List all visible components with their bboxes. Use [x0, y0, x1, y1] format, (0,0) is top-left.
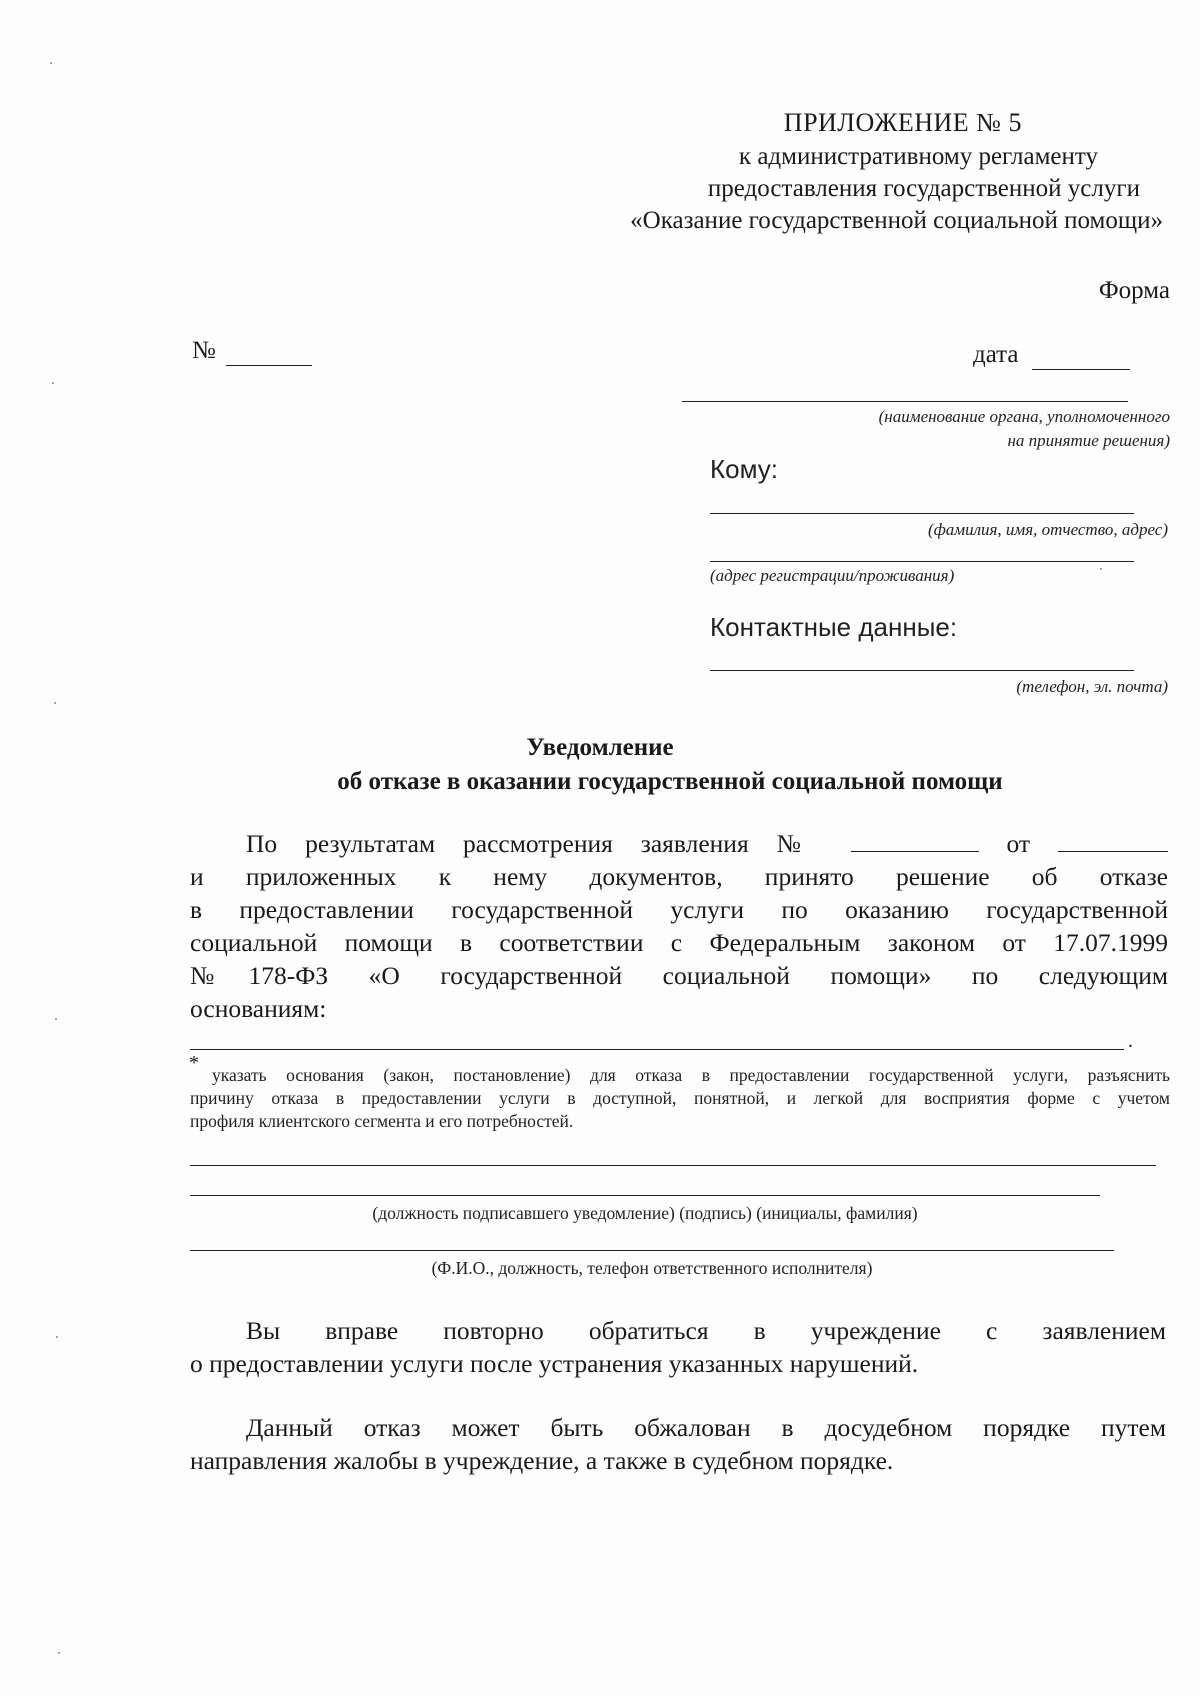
scan-speck [50, 62, 52, 64]
paragraph-line-4: социальной помощи в соответствии с Федеральным законом от 17.07.1999 [190, 928, 1168, 957]
number-blank-line [226, 365, 312, 366]
repeat-line-1: Вы вправе повторно обратиться в учреждение с заявлением [246, 1316, 1166, 1345]
regulation-line-3: «Оказание государственной социальной помощи» [630, 207, 1163, 234]
form-label: Форма [1098, 277, 1170, 304]
paragraph-line-6: основаниям: [190, 994, 327, 1023]
scan-speck [1100, 568, 1102, 570]
date-blank-line [1032, 369, 1130, 370]
org-name-line [682, 401, 1128, 402]
signature-line-2 [190, 1195, 1100, 1196]
grounds-line [190, 1049, 1124, 1050]
scan-speck [55, 1018, 57, 1020]
paragraph-line-2: и приложенных к нему документов, принято решение об отказе [190, 862, 1168, 891]
scan-speck [56, 1336, 58, 1338]
regulation-line-2: предоставления государственной услуги [707, 175, 1140, 202]
number-label: № [192, 337, 216, 364]
application-date-blank [1058, 829, 1168, 852]
contacts-label: Контактные данные: [710, 612, 958, 642]
scan-speck [54, 702, 56, 704]
from-label: от [1006, 829, 1031, 858]
notice-paragraph [190, 827, 1168, 1025]
scan-speck [52, 382, 54, 384]
paragraph-line-5: №178-ФЗ «О государственной социальной помощи» по следующим [190, 961, 1168, 990]
recipient-name-caption: (фамилия, имя, отчество, адрес) [928, 520, 1168, 539]
executor-caption: (Ф.И.О., должность, телефон ответственного исполнителя) [431, 1258, 873, 1278]
scan-speck [58, 1652, 60, 1654]
recipient-address-caption: (адрес регистрации/проживания) [710, 566, 955, 585]
contacts-caption: (телефон, эл. почта) [1016, 677, 1168, 696]
repeat-application-paragraph [190, 1314, 1166, 1380]
repeat-line-2: о предоставлении услуги после устранения указанных нарушений. [190, 1349, 919, 1378]
footnote-line-1: указать основания (закон, постановление) для отказа в предоставлении государственной услуги, разъяснить [212, 1065, 1170, 1085]
paragraph-line-1 [190, 827, 1168, 860]
date-label: дата [973, 341, 1019, 368]
footnote-line-2: причину отказа в предоставлении услуги в доступной, понятной, и легкой для восприятия форме с учетом [190, 1088, 1170, 1108]
contacts-line [710, 670, 1134, 671]
footnote-marker: * [189, 1052, 199, 1074]
recipient-name-line [710, 513, 1134, 514]
signature-line-1 [190, 1165, 1156, 1166]
notice-title-1: Уведомление [526, 734, 674, 761]
notice-title-2: об отказе в оказании государственной социальной помощи [337, 768, 1003, 795]
regulation-line-1: к административному регламенту [738, 143, 1098, 170]
executor-line [190, 1250, 1114, 1251]
paragraph-line-3: в предоставлении государственной услуги по оказанию государственной [190, 895, 1168, 924]
recipient-address-line [710, 561, 1134, 562]
footnote-text [190, 1064, 1170, 1133]
appeal-line-1: Данный отказ может быть обжалован в досудебном порядке путем [246, 1413, 1166, 1442]
appeal-paragraph [190, 1411, 1166, 1477]
org-caption-2: на принятие решения) [1007, 431, 1170, 450]
application-number-blank [851, 829, 979, 852]
grounds-line-dot: . [1128, 1030, 1133, 1052]
appendix-title: ПРИЛОЖЕНИЕ № 5 [783, 108, 1022, 137]
signer-caption: (должность подписавшего уведомление) (подпись) (инициалы, фамилия) [372, 1203, 918, 1223]
application-number-label: По результатам рассмотрения заявления № [246, 829, 823, 858]
appeal-line-2: направления жалобы в учреждение, а также в судебном порядке. [190, 1446, 894, 1475]
org-caption-1: (наименование органа, уполномоченного [878, 407, 1170, 426]
footnote-line-3: профиля клиентского сегмента и его потребностей. [190, 1111, 574, 1131]
to-label: Кому: [710, 454, 778, 484]
